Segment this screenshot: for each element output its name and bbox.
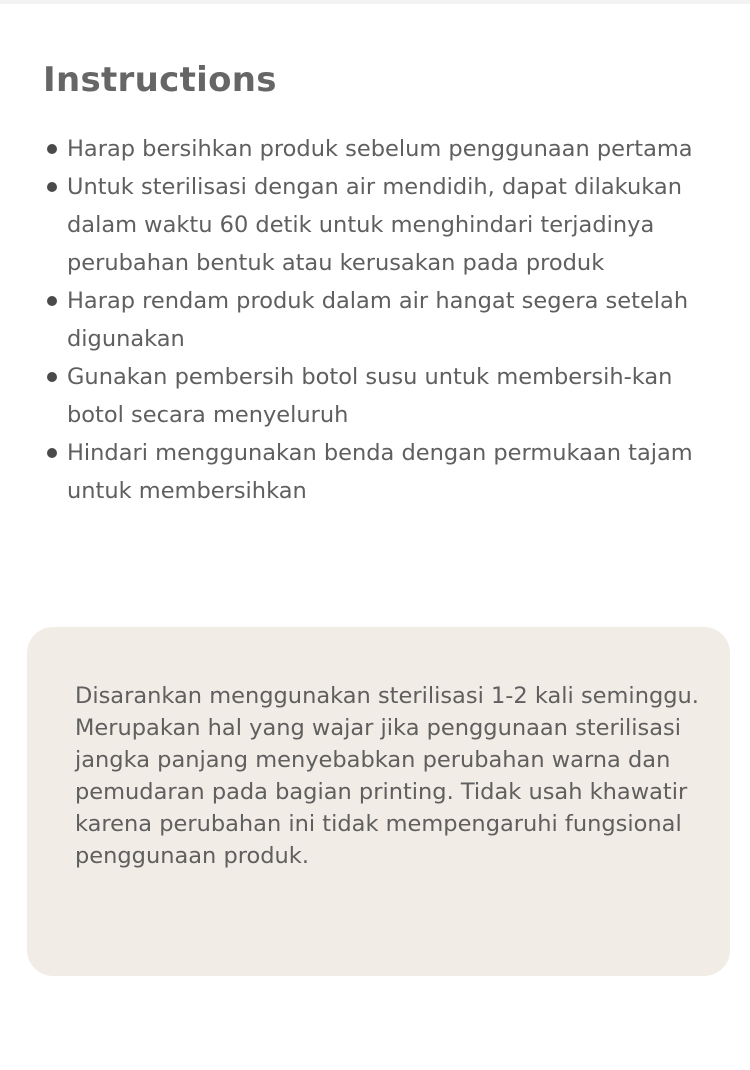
list-item: [43, 282, 723, 358]
bullet-icon: [47, 296, 57, 306]
list-item-text: Gunakan pembersih botol susu untuk membersih-kan botol secara menyeluruh: [67, 364, 673, 428]
top-divider: [0, 0, 750, 4]
list-item-text: Untuk sterilisasi dengan air mendidih, dapat dilakukan dalam waktu 60 detik untuk menghindari terjadinya perubahan bentuk atau kerusakan pada produk: [67, 174, 682, 276]
list-item: [43, 434, 723, 510]
sterilization-note-card: [27, 627, 730, 976]
sterilization-note-text: Disarankan menggunakan sterilisasi 1-2 kali seminggu. Merupakan hal yang wajar jika penggunaan sterilisasi jangka panjang menyebabkan perubahan warna dan pemudaran pada bagian printing. Tidak usah khawatir karena perubahan ini tidak mempengaruhi fungsional penggunaan produk.: [75, 683, 699, 869]
instructions-title: Instructions: [43, 60, 277, 100]
list-item: [43, 358, 723, 434]
list-item: [43, 130, 723, 168]
list-item-text: Hindari menggunakan benda dengan permukaan tajam untuk membersihkan: [67, 440, 693, 504]
list-item-text: Harap bersihkan produk sebelum penggunaan pertama: [67, 136, 693, 162]
bullet-icon: [47, 372, 57, 382]
bullet-icon: [47, 144, 57, 154]
list-item: [43, 168, 723, 282]
list-item-text: Harap rendam produk dalam air hangat segera setelah digunakan: [67, 288, 689, 352]
bullet-icon: [47, 448, 57, 458]
instructions-list: [43, 130, 723, 510]
bullet-icon: [47, 182, 57, 192]
